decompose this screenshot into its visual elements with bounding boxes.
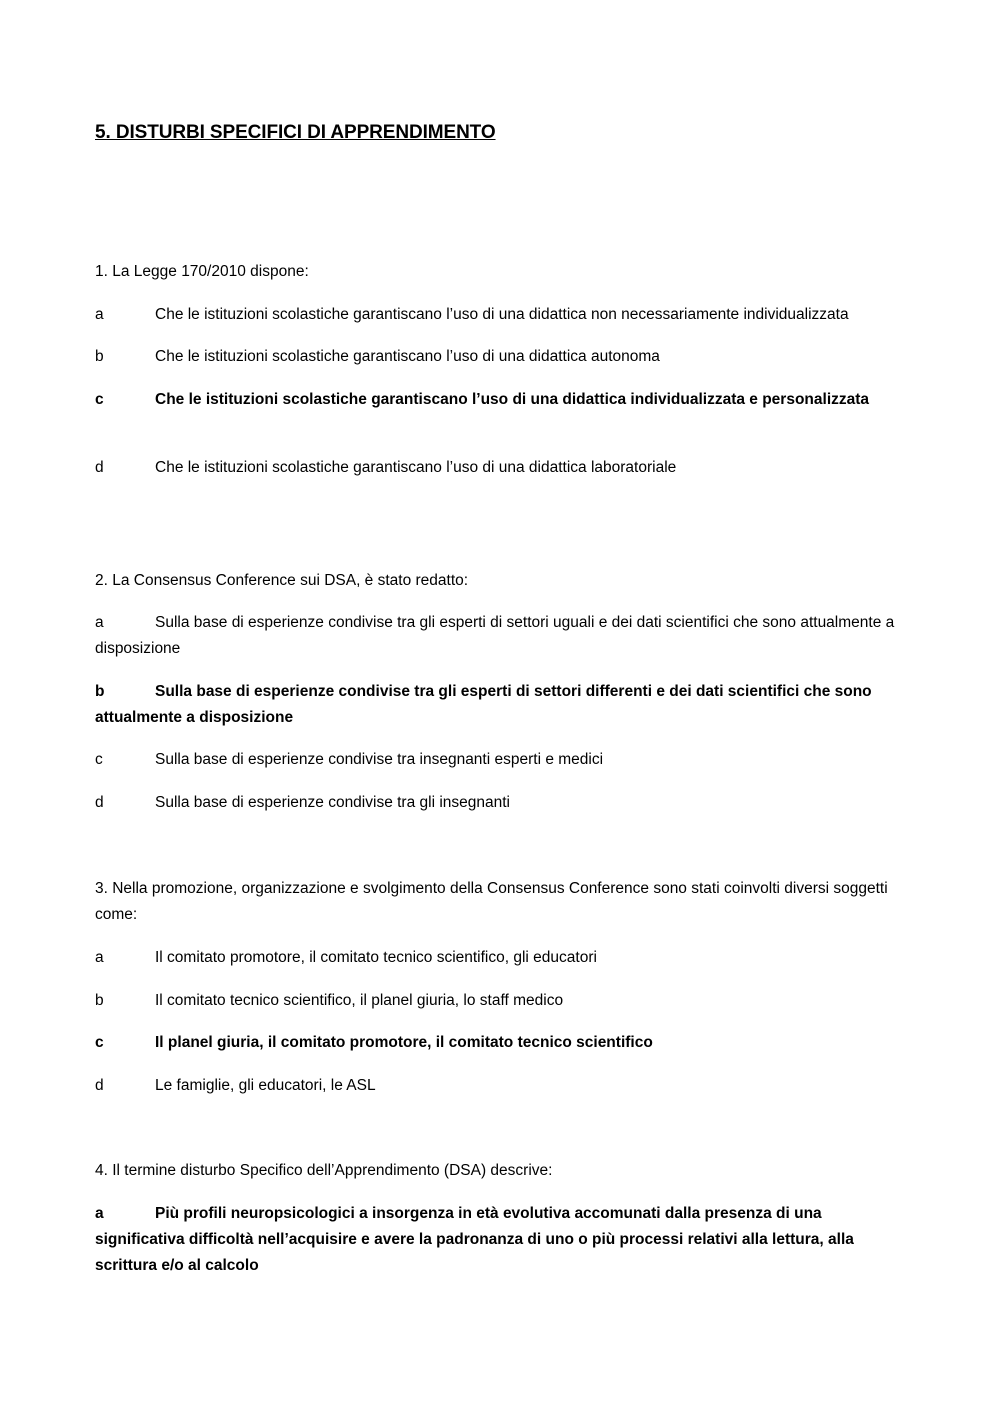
option-text: Sulla base di esperienze condivise tra gli esperti di settori uguali e dei dati scientifici che sono attualmente a disposizione bbox=[95, 614, 895, 657]
option-text: Che le istituzioni scolastiche garantiscano l’uso di una didattica laboratoriale bbox=[155, 459, 677, 476]
option-d bbox=[95, 790, 905, 816]
option-letter: a bbox=[95, 1205, 104, 1222]
option-a-correct bbox=[95, 1201, 905, 1279]
option-text: Che le istituzioni scolastiche garantiscano l’uso di una didattica autonoma bbox=[155, 348, 660, 365]
option-text: Che le istituzioni scolastiche garantiscano l’uso di una didattica individualizzata e personalizzata bbox=[155, 391, 870, 408]
option-letter: a bbox=[95, 614, 104, 631]
option-letter: c bbox=[95, 391, 104, 408]
option-a bbox=[95, 610, 905, 662]
question-1 bbox=[95, 259, 905, 481]
option-letter: a bbox=[95, 306, 104, 323]
option-letter: d bbox=[95, 1077, 104, 1094]
option-c-correct bbox=[95, 1030, 905, 1056]
option-letter: b bbox=[95, 992, 104, 1009]
option-letter: b bbox=[95, 683, 105, 700]
question-text: 2. La Consensus Conference sui DSA, è stato redatto: bbox=[95, 572, 469, 589]
option-text: Sulla base di esperienze condivise tra gli esperti di settori differenti e dei dati scientifici che sono attualmente a disposizione bbox=[95, 683, 872, 726]
option-text: Le famiglie, gli educatori, le ASL bbox=[155, 1077, 376, 1094]
option-a bbox=[95, 945, 905, 971]
option-b bbox=[95, 988, 905, 1014]
question-text: 3. Nella promozione, organizzazione e svolgimento della Consensus Conference sono stati coinvolti diversi soggetti come: bbox=[95, 880, 888, 923]
option-letter: c bbox=[95, 751, 103, 768]
option-text: Che le istituzioni scolastiche garantiscano l’uso di una didattica non necessariamente individualizzata bbox=[155, 306, 849, 323]
option-text: Sulla base di esperienze condivise tra insegnanti esperti e medici bbox=[155, 751, 604, 768]
option-c bbox=[95, 747, 905, 773]
option-d bbox=[95, 1073, 905, 1099]
question-text: 1. La Legge 170/2010 dispone: bbox=[95, 263, 309, 280]
option-letter: c bbox=[95, 1034, 104, 1051]
question-4 bbox=[95, 1158, 905, 1279]
option-letter: b bbox=[95, 348, 104, 365]
option-b-correct bbox=[95, 679, 905, 731]
option-text: Sulla base di esperienze condivise tra gli insegnanti bbox=[155, 794, 510, 811]
option-letter: d bbox=[95, 794, 104, 811]
option-letter: a bbox=[95, 949, 104, 966]
question-2 bbox=[95, 568, 905, 816]
option-text: Il comitato tecnico scientifico, il planel giuria, lo staff medico bbox=[155, 992, 564, 1009]
question-3 bbox=[95, 876, 905, 1099]
option-letter: d bbox=[95, 459, 104, 476]
option-text: Il comitato promotore, il comitato tecnico scientifico, gli educatori bbox=[155, 949, 597, 966]
option-b bbox=[95, 344, 905, 370]
option-d bbox=[95, 455, 905, 481]
document-title: 5. DISTURBI SPECIFICI DI APPRENDIMENTO bbox=[95, 122, 496, 143]
question-text: 4. Il termine disturbo Specifico dell’Apprendimento (DSA) descrive: bbox=[95, 1162, 553, 1179]
option-a bbox=[95, 302, 905, 328]
option-c-correct bbox=[95, 387, 905, 413]
option-text: Più profili neuropsicologici a insorgenza in età evolutiva accomunati dalla presenza di una significativa difficoltà nell’acquisire e avere la padronanza di uno o più processi relativi alla lettura, alla scrittura e/o al calcolo bbox=[95, 1205, 854, 1274]
option-text: Il planel giuria, il comitato promotore, il comitato tecnico scientifico bbox=[155, 1034, 653, 1051]
